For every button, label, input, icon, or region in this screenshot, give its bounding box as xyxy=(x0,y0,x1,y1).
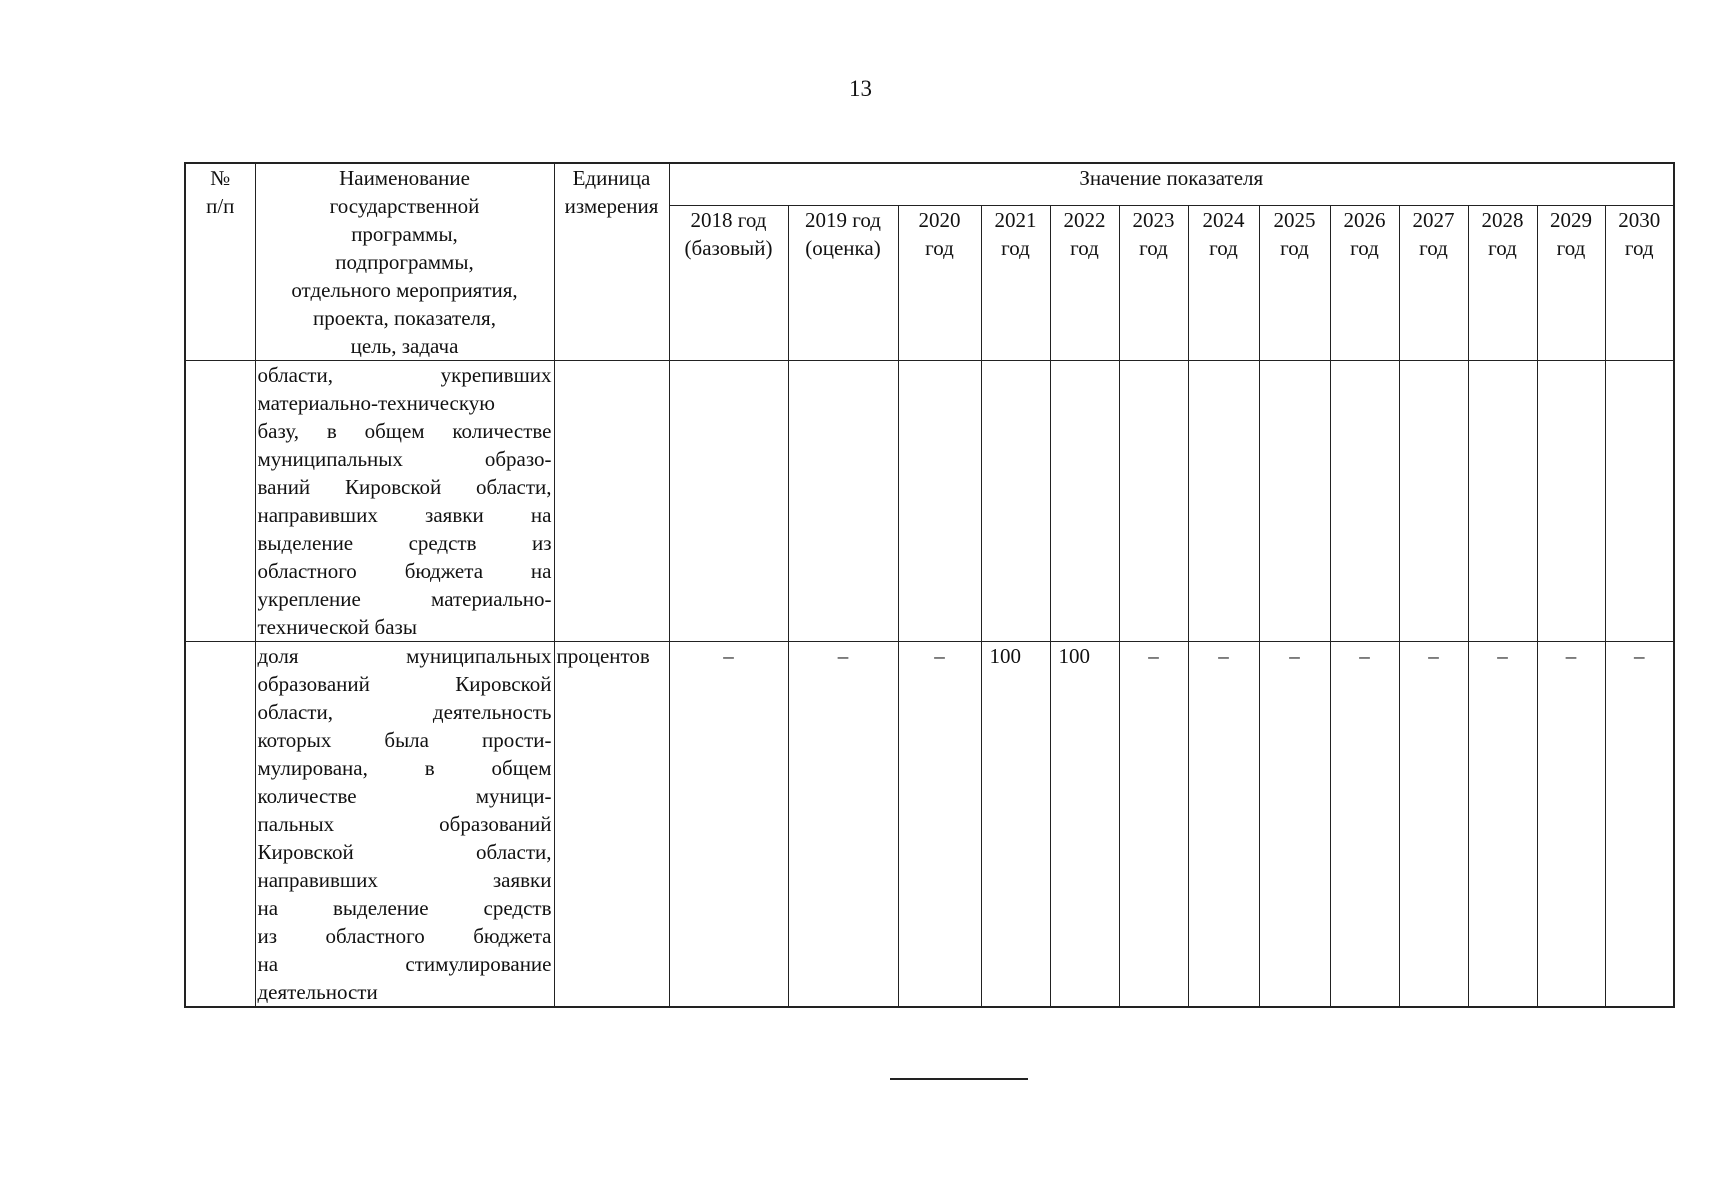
name-line: укрепление материально- xyxy=(257,587,552,611)
row-value-2028: – xyxy=(1468,642,1537,1008)
year-note: (оценка) xyxy=(805,235,881,260)
row-value-2026 xyxy=(1330,361,1399,642)
header-num xyxy=(185,163,255,361)
row-num xyxy=(185,642,255,1008)
name-line: базу, в общем количестве xyxy=(257,419,552,443)
header-year-2018 xyxy=(669,205,788,360)
header-year-2020 xyxy=(898,205,981,360)
year-note: год xyxy=(1209,235,1238,260)
header-year-2019 xyxy=(788,205,898,360)
row-value-2022: 100 xyxy=(1050,642,1119,1008)
row-value-2018: – xyxy=(669,642,788,1008)
name-line: технической базы xyxy=(257,615,417,639)
row-value-2020: – xyxy=(898,642,981,1008)
header-name-line: отдельного мероприятия, xyxy=(291,278,518,302)
row-value-2023: – xyxy=(1119,642,1188,1008)
name-line: на выделение средств xyxy=(257,896,552,920)
year-label: 2024 xyxy=(1202,207,1245,232)
name-line: мулирована, в общем xyxy=(257,756,552,780)
header-year-2021 xyxy=(981,205,1050,360)
header-year-2024 xyxy=(1188,205,1259,360)
year-note: год xyxy=(1624,235,1654,260)
row-value-2029: – xyxy=(1537,642,1605,1008)
header-name-line: программы, xyxy=(351,222,458,246)
row-unit: процентов xyxy=(554,642,669,1008)
year-label: 2021 xyxy=(994,207,1037,232)
name-line: доля муниципальных xyxy=(257,644,552,668)
name-line: на стимулирование xyxy=(257,952,552,976)
header-year-2023 xyxy=(1119,205,1188,360)
row-value-2020 xyxy=(898,361,981,642)
name-line: направивших заявки xyxy=(257,868,552,892)
header-year-2029 xyxy=(1537,205,1605,360)
year-label: 2019 год xyxy=(805,207,881,232)
row-name xyxy=(255,361,554,642)
name-line: области, деятельность xyxy=(257,700,552,724)
header-row-1 xyxy=(185,163,1674,205)
name-line: областного бюджета на xyxy=(257,559,552,583)
row-value-2023 xyxy=(1119,361,1188,642)
row-name xyxy=(255,642,554,1008)
header-unit-line: Единица xyxy=(572,166,651,190)
header-name-line: проекта, показателя, xyxy=(313,306,496,330)
header-unit-line: измерения xyxy=(564,194,659,218)
name-line: количестве муници- xyxy=(257,784,552,808)
year-note: год xyxy=(1070,235,1099,260)
year-note: год xyxy=(1280,235,1309,260)
row-value-2030 xyxy=(1605,361,1674,642)
name-line: муниципальных образо- xyxy=(257,447,552,471)
year-note: год xyxy=(1556,235,1586,260)
row-value-2025 xyxy=(1259,361,1330,642)
row-value-2019: – xyxy=(788,642,898,1008)
row-value-2018 xyxy=(669,361,788,642)
row-value-2027: – xyxy=(1399,642,1468,1008)
row-value-2030: – xyxy=(1605,642,1674,1008)
table-row xyxy=(185,361,1674,642)
year-note: год xyxy=(1419,235,1448,260)
header-unit xyxy=(554,163,669,361)
footer-divider xyxy=(890,1078,1028,1080)
header-num-line: № xyxy=(210,166,231,190)
header-name-line: подпрограммы, xyxy=(335,250,474,274)
header-name-line: цель, задача xyxy=(350,334,459,358)
year-label: 2025 xyxy=(1273,207,1316,232)
header-name-line: государственной xyxy=(329,194,480,218)
year-note: год xyxy=(925,235,954,260)
row-num xyxy=(185,361,255,642)
year-label: 2020 xyxy=(918,207,961,232)
year-note: год xyxy=(1350,235,1379,260)
row-value-2026: – xyxy=(1330,642,1399,1008)
name-line: Кировской области, xyxy=(257,840,552,864)
row-value-2021 xyxy=(981,361,1050,642)
name-line: выделение средств из xyxy=(257,531,552,555)
name-line: направивших заявки на xyxy=(257,503,552,527)
name-line: пальных образований xyxy=(257,812,552,836)
year-label: 2030 xyxy=(1618,207,1661,232)
year-label: 2027 xyxy=(1412,207,1455,232)
header-name xyxy=(255,163,554,361)
row-value-2028 xyxy=(1468,361,1537,642)
header-num-line: п/п xyxy=(206,194,235,218)
row-value-2027 xyxy=(1399,361,1468,642)
name-line: из областного бюджета xyxy=(257,924,552,948)
year-note: (базовый) xyxy=(684,235,773,260)
header-name-line: Наименование xyxy=(339,166,470,190)
name-line: которых была прости- xyxy=(257,728,552,752)
row-unit xyxy=(554,361,669,642)
header-year-2027 xyxy=(1399,205,1468,360)
header-year-2028 xyxy=(1468,205,1537,360)
row-value-2019 xyxy=(788,361,898,642)
name-line: образований Кировской xyxy=(257,672,552,696)
year-note: год xyxy=(1139,235,1168,260)
name-line: области, укрепивших xyxy=(257,363,552,387)
row-value-2022 xyxy=(1050,361,1119,642)
header-year-2022 xyxy=(1050,205,1119,360)
row-value-2024: – xyxy=(1188,642,1259,1008)
year-label: 2022 xyxy=(1063,207,1106,232)
year-label: 2028 xyxy=(1481,207,1524,232)
row-value-2021: 100 xyxy=(981,642,1050,1008)
header-year-2030 xyxy=(1605,205,1674,360)
name-line: материально-техническую xyxy=(257,391,495,415)
year-label: 2023 xyxy=(1132,207,1175,232)
year-note: год xyxy=(1001,235,1030,260)
row-value-2029 xyxy=(1537,361,1605,642)
name-line: ваний Кировской области, xyxy=(257,475,552,499)
page-number: 13 xyxy=(849,76,872,101)
year-label: 2029 xyxy=(1550,207,1592,232)
header-year-2025 xyxy=(1259,205,1330,360)
header-value-group: Значение показателя xyxy=(669,163,1674,205)
year-note: год xyxy=(1488,235,1517,260)
indicators-table xyxy=(184,162,1675,1008)
year-label: 2018 год xyxy=(690,207,767,232)
table-row xyxy=(185,642,1674,1008)
header-year-2026 xyxy=(1330,205,1399,360)
year-label: 2026 xyxy=(1343,207,1386,232)
row-value-2025: – xyxy=(1259,642,1330,1008)
name-line: деятельности xyxy=(257,980,378,1004)
row-value-2024 xyxy=(1188,361,1259,642)
